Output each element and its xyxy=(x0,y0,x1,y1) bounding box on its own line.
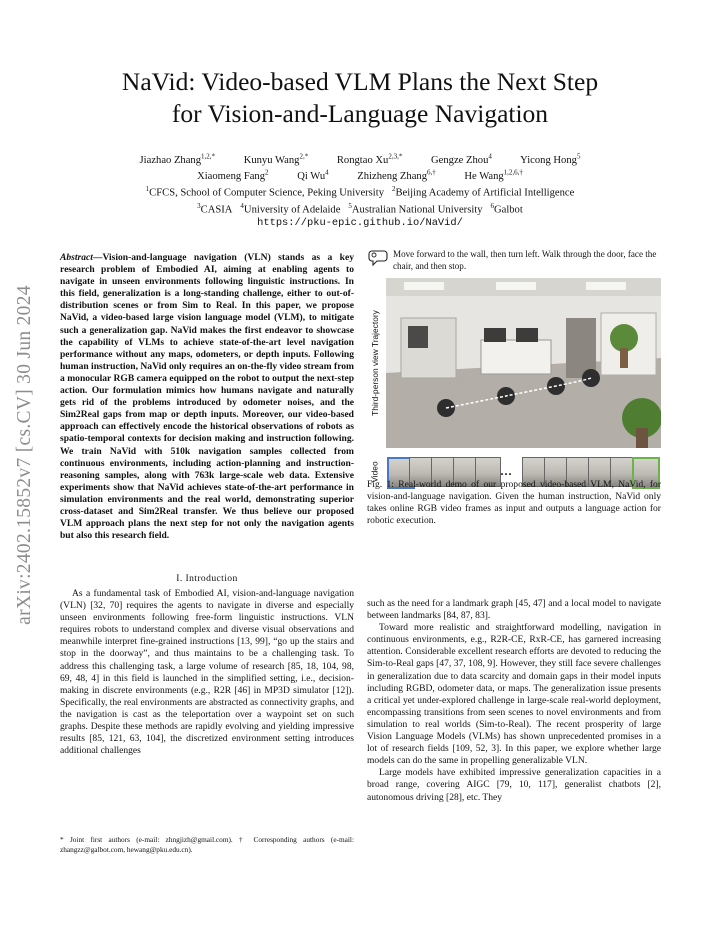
abstract-heading: Abstract xyxy=(60,252,93,263)
arxiv-id-text: arXiv:2402.15852v7 [cs.CV] 30 Jun 2024 xyxy=(14,285,35,625)
affiliation: CFCS, School of Computer Science, Peking University xyxy=(149,188,384,199)
abstract-text: —Vision-and-language navigation (VLN) stands as a key research problem of Embodied AI, aiming at enabling agents to navigate in unseen environments following linguistic instructions. In this field, generalization is a long-standing challenge, either to out-of-distribution scenes or from Sim to Real. In this paper, we propose NaVid, a video-based large vision language model (VLM), to mitigate such a generalization gap. NaVid makes the first endeavor to showcase the capability of VLMs to achieve state-of-the-art level navigation performance without any maps, odometers, or depth inputs. Following human instruction, NaVid only requires an on-the-fly video stream from a monocular RGB camera equipped on the robot to output the next-step action. Our formulation mimics how humans navigate and naturally gets rid of the problems introduced by odometer noises, and the Sim2Real gaps from map or depth inputs. Moreover, our video-based approach can effectively encode the historical observations of robots as spatio-temporal contexts for decision making and instruction following. We train NaVid with 510k navigation samples collected from continuous environments, including action-planning and instruction-reasoning samples, along with 763k large-scale web data. Extensive experiments show that NaVid achieves state-of-the-art performance in simulation environments and the real world, demonstrating superior cross-dataset and Sim2Real transfer. We thus believe our proposed VLM approach plans the next step for not only the navigation agents but also this research field. xyxy=(60,252,354,542)
author-row-1 xyxy=(60,150,660,167)
office-photo xyxy=(386,278,661,448)
author: Qi Wu$^4$ xyxy=(297,168,329,183)
video-label: Video xyxy=(370,461,380,483)
author: Rongtao $Xu^{2,3,*}$ xyxy=(336,152,403,166)
author: Xiaomeng Fang$^2$ xyxy=(197,168,269,183)
title-line-1: NaVid: Video-based VLM Plans the Next Step xyxy=(121,67,599,96)
figure-instruction xyxy=(367,248,661,278)
arxiv-identifier xyxy=(6,250,44,660)
trajectory-label: Third-person view Trajectory xyxy=(370,310,380,416)
speech-bubble-icon xyxy=(368,249,388,266)
author: Gengze Zhou$^4$ xyxy=(431,152,492,166)
author: Kunyu Wang$^{2,*}$ xyxy=(243,152,309,166)
paragraph: Toward more realistic and straightforward modelling, navigation in continuous environments, e.g., R2R-CE, RxR-CE, has garnered increasing attention. Considerable excellent research efforts are devoted to reducing the Sim-to-Real gaps [47, 37, 108, 9]. However, they still face severe challenges in generalization due to data scarcity and domain gaps in their model inputs including RGBD, odometer data, or maps. The generalization issue presents a critical yet under-explored challenge in large-scale real-world deployment, encompassing transitions from seen scenes to novel environments and from simulation to real worlds (Sim-to-Real). The recent prosperity of large Vision Language Models (VLMs) has shown unprecedented promises in a lot of research fields [109, 52, 3]. In this paper, we explore whether large models can do the same in propelling generalizable VLN. xyxy=(367,622,661,767)
title-line-2: for Vision-and-Language Navigation xyxy=(171,99,549,128)
figure-caption: Fig. 1: Real-world demo of our proposed video-based VLM, NaVid, for vision-and-language navigation. Given the human instruction, NaVid only takes online RGB video frames as input and outputs a language action for robotic execution. xyxy=(367,479,661,527)
footnote: * Joint first authors (e-mail: zhngjizh@gmail.com). † Corresponding authors (e-mail: zhangzz@galbot.com, hewang@pku.edu.cn). xyxy=(60,835,354,854)
trajectory-photo xyxy=(367,278,661,448)
affiliation: University of Adelaide xyxy=(243,204,341,216)
introduction-text xyxy=(60,588,354,757)
affiliation-row-1: $^1$CFCS, School of Computer Science, Peking University $^2$Beijing Academy of Artificial Intelligence xyxy=(145,185,575,199)
author: Jiazhao Zhang$^{1,2,*}$ xyxy=(139,152,216,166)
abstract xyxy=(60,252,354,542)
project-url-link[interactable]: https://pku-epic.github.io/NaVid/ xyxy=(257,216,463,229)
author: He Wang$^{1,2,6,\dagger}$ xyxy=(464,168,523,183)
section-heading: I. Introduction xyxy=(176,573,238,584)
paper-title xyxy=(60,66,660,130)
intro-paragraph: As a fundamental task of Embodied AI, vision-and-language navigation (VLN) [32, 70] requires the agents to navigate in diverse and especially unseen environments following free-form linguistic instructions. VLN requires robots to understand complex and diverse visual observations and meanwhile interpret fine-grained instructions [13, 99], “go up the stairs and stop in the doorway”, and thus maintains to be a challenging task. To address this challenging task, a large volume of research [85, 18, 104, 98, 69, 48, 4] in this field is launched in the simplified setting, i.e., decision-making in discrete environments (e.g., R2R [46] in MP3D simulator [12]). Specifically, the real environments are abstracted as connectivity graphs, and the navigation is cast as the teleportation over a waypoint set on such graphs. Despite these methods are rapidly evolving and yielding impressive results [85, 121, 63, 104], the discretized environment setting introduces additional challenges xyxy=(60,588,354,757)
figure-1 xyxy=(367,248,661,483)
author: Zhizheng Zhang$^{6,\dagger}$ xyxy=(357,168,436,183)
instruction-text: Move forward to the wall, then turn left. Walk through the door, face the chair, and then stop. xyxy=(393,249,657,271)
affiliation: Galbot xyxy=(493,204,523,216)
author-block xyxy=(60,150,660,230)
ellipsis-icon: ··· xyxy=(500,467,513,481)
paragraph: Large models have exhibited impressive generalization capacities in a broad range, covering AIGC [79, 10, 117], generalist chatbots [2], autonomous driving [28], etc. They xyxy=(367,767,661,803)
affiliation: Beijing Academy of Artificial Intelligence xyxy=(395,188,575,199)
affiliation: Australian National University xyxy=(351,204,483,216)
affiliation: CASIA xyxy=(200,204,233,216)
author-row-2 xyxy=(60,167,660,184)
author: Yicong Hong$^5$ xyxy=(520,152,581,166)
right-column-text xyxy=(367,598,661,804)
affiliation-row-2: $^3$CASIA $^4$University of Adelaide $^5$Australian National University $^6$Galbot xyxy=(197,202,523,216)
paragraph: such as the need for a landmark graph [45, 47] and a local model to navigate between landmarks [84, 87, 83]. xyxy=(367,598,661,622)
